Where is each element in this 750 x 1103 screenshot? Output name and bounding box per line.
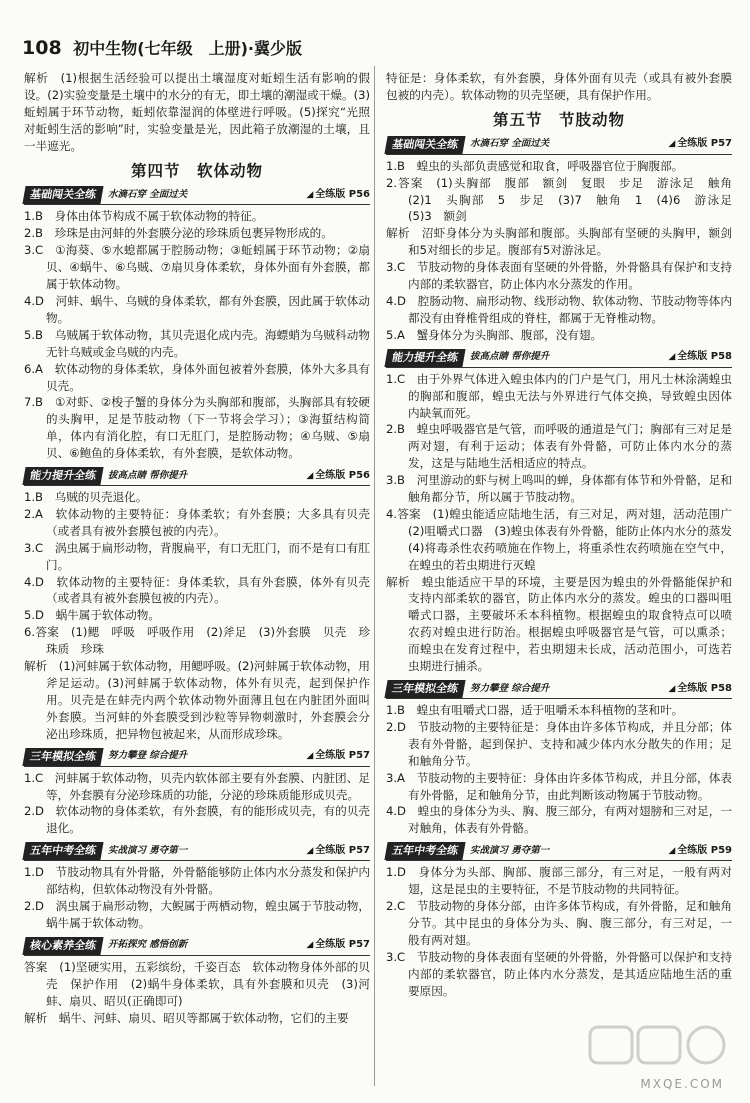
answer-item: 3.C 节肢动物的身体表面有坚硬的外骨骼，外骨骼具有保护和支持内部的柔软器官，防止体内水分蒸发的作用。 (386, 260, 732, 292)
answer-item: 2.B 蝗虫呼吸器官是气管，而呼吸的通道是气门；胸部有三对足是两对翅，有利于运动；体表有外骨骼，可防止体内水分的蒸发，这是与陆地生活相适应的特点。 (386, 422, 732, 471)
exercise-group-header (24, 467, 370, 486)
arrow-icon: ◢ (668, 683, 676, 694)
exercise-group-header (386, 349, 732, 368)
answer-item: 3.B 河里游动的虾与树上鸣叫的蝉，身体都有体节和外骨骼，足和触角都分节，所以属于节肢动物。 (386, 473, 732, 505)
answer-item: 5.B 乌贼属于软体动物，其贝壳退化成内壳。海螵蛸为乌贼科动物无针乌贼或金乌贼的内壳。 (24, 327, 370, 359)
exercise-group-header (24, 937, 370, 956)
intro-paragraph: 特征是：身体柔软，有外套膜，身体外面有贝壳（或具有被外套膜包被的内壳）。软体动物的贝壳坚硬，具有保护作用。 (386, 71, 732, 102)
exercise-group-tag: 能力提升全练 (22, 467, 103, 485)
answer-item: 4.D 蝗虫的身体分为头、胸、腹三部分，有两对翅膀和三对足，一对触角，体表有外骨骼。 (386, 804, 732, 836)
answer-item: 1.C 河蚌属于软体动物，贝壳内软体部主要有外套膜、内脏团、足等，外套膜有分泌珍珠质的功能，分泌的珍珠质能形成贝壳。 (24, 770, 370, 802)
page-reference (306, 468, 370, 485)
answer-item: 1.B 身体由体节构成不属于软体动物的特征。 (24, 209, 264, 224)
answer-item: 3.C ①海葵、⑤水螅都属于腔肠动物；③蚯蚓属于环节动物；②扇贝、④蜗牛、⑥乌贼、⑦扇贝身体柔软，身体外面有外套膜，都属于软体动物。 (24, 243, 370, 292)
exercise-group-tag: 五年中考全练 (384, 842, 465, 860)
exercise-group-slogan: 实战演习 勇夺第一 (470, 844, 550, 856)
page-number: 108 (22, 37, 62, 59)
exercise-group-header (386, 680, 732, 699)
answer-item: 2.答案 (1)头胸部 腹部 额剑 复眼 步足 游泳足 触角 (2)1 头胸部 5 步足 (3)7 触角 1 (4)6 游泳足 (5)3 额剑 (386, 175, 744, 224)
exercise-group-header (24, 748, 370, 767)
answer-item: 2.D 涡虫属于扁形动物，大鲵属于两栖动物，蝗虫属于节肢动物，蜗牛属于软体动物。 (24, 899, 370, 930)
answer-item: 2.A 软体动物的主要特征：身体柔软；有外套膜；大多具有贝壳（或者具有被外套膜包被的内壳）。 (24, 506, 370, 538)
arrow-icon: ◢ (306, 470, 314, 481)
page-reference-text: 全练版 P56 (315, 188, 370, 200)
exercise-group-slogan: 水滴石穿 全面过关 (108, 188, 188, 200)
exercise-group-header (386, 136, 732, 155)
answer-item: 4.D 腔肠动物、扁形动物、线形动物、软体动物、节肢动物等体内都没有由脊椎骨组成的脊柱，都属于无脊椎动物。 (386, 293, 732, 325)
exercise-group-tag: 核心素养全练 (22, 937, 103, 955)
answer-item: 1.B 乌贼的贝壳退化。 (24, 490, 148, 505)
page-reference (668, 136, 732, 153)
exercise-group-slogan: 水滴石穿 全面过关 (470, 138, 550, 150)
answer-item: 解析 蜗牛、河蚌、扇贝、昭贝等都属于软体动物，它们的主要 (24, 1010, 349, 1025)
answer-item: 7.B ①对虾、②梭子蟹的身体分为头胸部和腹部，头胸部具有较硬的头胸甲，足是节肢动物（下一节将会学习）；③海蜇结构简单，体内有消化腔，有口无肛门，是腔肠动物；④乌贼、⑤扇贝、⑥鲍鱼的身体柔软，有外套膜，是软体动物。 (24, 395, 370, 461)
answer-item: 4.答案 (1)蝗虫能适应陆地生活，有三对足，两对翅，活动范围广 (2)咀嚼式口器 (3)蝗虫体表有外骨骼，能防止体内水分的蒸发 (4)将毒杀性农药喷施在作物上，将重杀性农药喷施在空气中，在蝗虫的若虫期进行灭蝗 (386, 506, 744, 572)
answer-item: 2.B 珍珠是由河蚌的外套膜分泌的珍珠质包裹异物形成的。 (24, 226, 333, 241)
page-reference-text: 全练版 P57 (315, 750, 370, 762)
page-reference (306, 843, 370, 860)
page-reference-text: 全练版 P59 (677, 844, 732, 856)
answer-item: 1.B 蝗虫有咀嚼式口器，适于咀嚼禾本科植物的茎和叶。 (386, 703, 684, 717)
answer-item: 4.D 河蚌、蜗牛、乌贼的身体柔软，都有外套膜，因此属于软体动物。 (24, 293, 370, 325)
page-reference (668, 349, 732, 366)
answer-item: 5.D 蜗牛属于软体动物。 (24, 608, 160, 623)
exercise-group-header (24, 842, 370, 861)
page-reference-text: 全练版 P58 (677, 682, 732, 694)
answer-item: 解析 (1)河蚌属于软体动物，用鳃呼吸。(2)河蚌属于软体动物，用斧足运动。(3)河蚌属于软体动物，体外有贝壳，起到保护作用。贝壳是在蚌壳内两个软体动物外面薄且包在内脏团外面叫外套膜。当河蚌的外套膜受到沙粒等异物刺激时，外套膜会分泌出珍珠质，把异物包被起来，从而形成珍珠。 (24, 659, 370, 741)
arrow-icon: ◢ (306, 189, 314, 200)
page-reference-text: 全练版 P57 (677, 138, 732, 150)
arrow-icon: ◢ (668, 352, 676, 363)
exercise-group-slogan: 拔高点睛 帮你提升 (470, 351, 550, 363)
watermark-text: MXQE.COM (640, 1077, 724, 1091)
answer-item: 1.D 节肢动物具有外骨骼，外骨骼能够防止体内水分蒸发和保护内部结构，但软体动物没有外骨骼。 (24, 865, 370, 897)
page-reference (668, 681, 732, 698)
exercise-group-header (24, 186, 370, 205)
page-reference-text: 全练版 P57 (315, 844, 370, 856)
answer-item: 1.D 身体分为头部、胸部、腹部三部分，有三对足，一般有两对翅，这是昆虫的主要特征，不是节肢动物的共同特征。 (386, 865, 732, 897)
exercise-group-tag: 基础闯关全练 (22, 186, 103, 204)
answer-item: 6.A 软体动物的身体柔软，身体外面包被着外套膜，体外大多具有贝壳。 (24, 361, 370, 393)
answer-item: 3.A 节肢动物的主要特征：身体由许多体节构成，并且分部，体表有外骨骼，足和触角分节，由此判断该动物属于节肢动物。 (386, 770, 732, 802)
exercise-group-tag: 五年中考全练 (22, 842, 103, 860)
answer-item: 2.D 节肢动物的主要特征是：身体由许多体节构成，并且分部；体表有外骨骼，起到保护、支持和减少体内水分散失的作用；足和触角分节。 (386, 719, 732, 768)
left-column (24, 70, 370, 1027)
answer-item: 3.C 节肢动物的身体表面有坚硬的外骨骼，外骨骼可以保护和支持内部的柔软器官，防止体内水分蒸发，是其适应陆地生活的重要原因。 (386, 949, 732, 998)
page-reference (306, 937, 370, 954)
page-reference-text: 全练版 P56 (315, 469, 370, 481)
exercise-group-tag: 基础闯关全练 (384, 136, 465, 154)
answer-item: 6.答案 (1)鳃 呼吸 呼吸作用 (2)斧足 (3)外套膜 贝壳 珍珠质 珍珠 (24, 625, 370, 657)
answer-item: 5.A 蟹身体分为头胸部、腹部，没有翅。 (386, 327, 603, 342)
answer-item: 解析 沼虾身体分为头胸部和腹部。头胸部有坚硬的头胸甲，额剑和5对细长的步足。腹部有5对游泳足。 (386, 226, 732, 258)
answer-item: 3.C 涡虫属于扁形动物，背腹扁平，有口无肛门，而不是有口有肛门。 (24, 540, 370, 572)
page-reference (306, 187, 370, 204)
answer-item: 1.C 由于外界气体进入蝗虫体内的门户是气门，用凡士林涂满蝗虫的胸部和腹部，蝗虫无法与外界进行气体交换，导致蝗虫因体内缺氧而死。 (386, 371, 732, 420)
page-reference-text: 全练版 P58 (677, 351, 732, 363)
answer-item: 4.D 软体动物的主要特征：身体柔软，具有外套膜，体外有贝壳（或者具有被外套膜包被的内壳）。 (24, 574, 370, 606)
exercise-group-tag: 三年模拟全练 (22, 748, 103, 766)
section-title: 第四节 软体动物 (130, 161, 263, 180)
exercise-group-slogan: 努力攀登 综合提升 (108, 750, 188, 762)
arrow-icon: ◢ (668, 139, 676, 150)
exercise-group-tag: 能力提升全练 (384, 349, 465, 367)
arrow-icon: ◢ (306, 845, 314, 856)
arrow-icon: ◢ (306, 940, 314, 951)
book-title: 初中生物(七年级 上册)·冀少版 (73, 39, 302, 58)
exercise-group-slogan: 努力攀登 综合提升 (470, 682, 550, 694)
answer-item: 1.B 蝗虫的头部负责感觉和取食，呼吸器官位于胸腹部。 (386, 158, 684, 173)
intro-paragraph: 解析 (1)根据生活经验可以提出土壤湿度对蚯蚓生活有影响的假设。(2)实验变量是土壤中的水分的有无，即土壤的潮湿或干燥。(3)蚯蚓属于环节动物，蚯蚓依靠湿润的体壁进行呼吸。(5)探究“光照对蚯蚓生活的影响”时，实验变量是光，因此箱子放潮湿的土壤，且一半遮光。 (24, 71, 370, 153)
page-reference-text: 全练版 P57 (315, 939, 370, 951)
right-column (386, 70, 744, 1000)
answer-item: 2.D 软体动物的身体柔软，有外套膜，有的能形成贝壳，有的贝壳退化。 (24, 804, 370, 836)
page-reference (668, 843, 732, 860)
answer-item: 解析 蝗虫能适应干旱的环境，主要是因为蝗虫的外骨骼能保护和支持内部柔软的器官，防止体内水分的蒸发。蝗虫的口器叫咀嚼式口器，主要破坏禾本科植物。根据蝗虫的取食特点可以喷农药对蝗虫进行防治。根据蝗虫呼吸器官是气管，可以熏杀；而蝗虫在发育过程中，若虫期翅未长成，活动范围小，可选若虫期进行捕杀。 (386, 574, 732, 674)
exercise-group-slogan: 拔高点睛 帮你提升 (108, 469, 188, 481)
exercise-group-slogan: 开拓探究 感悟创新 (108, 939, 188, 951)
page-header (22, 36, 302, 60)
exercise-group-tag: 三年模拟全练 (384, 680, 465, 698)
exercise-group-header (386, 842, 732, 861)
arrow-icon: ◢ (668, 845, 676, 856)
answer-item: 2.C 节肢动物的身体分部，由许多体节构成，有外骨骼，足和触角分节。其中昆虫的身体分为头、胸、腹三部分，有三对足，一般有两对翅。 (386, 899, 732, 947)
exercise-group-slogan: 实战演习 勇夺第一 (108, 844, 188, 856)
page-reference (306, 748, 370, 765)
answer-item: 答案 (1)坚硬实用，五彩缤纷，千姿百态 软体动物身体外部的贝壳 保护作用 (2)蜗牛身体柔软，具有外套膜和贝壳 (3)河蚌、扇贝、昭贝(正确即可) (24, 959, 370, 1008)
column-divider (374, 66, 375, 1086)
arrow-icon: ◢ (306, 751, 314, 762)
section-title: 第五节 节肢动物 (492, 110, 625, 129)
